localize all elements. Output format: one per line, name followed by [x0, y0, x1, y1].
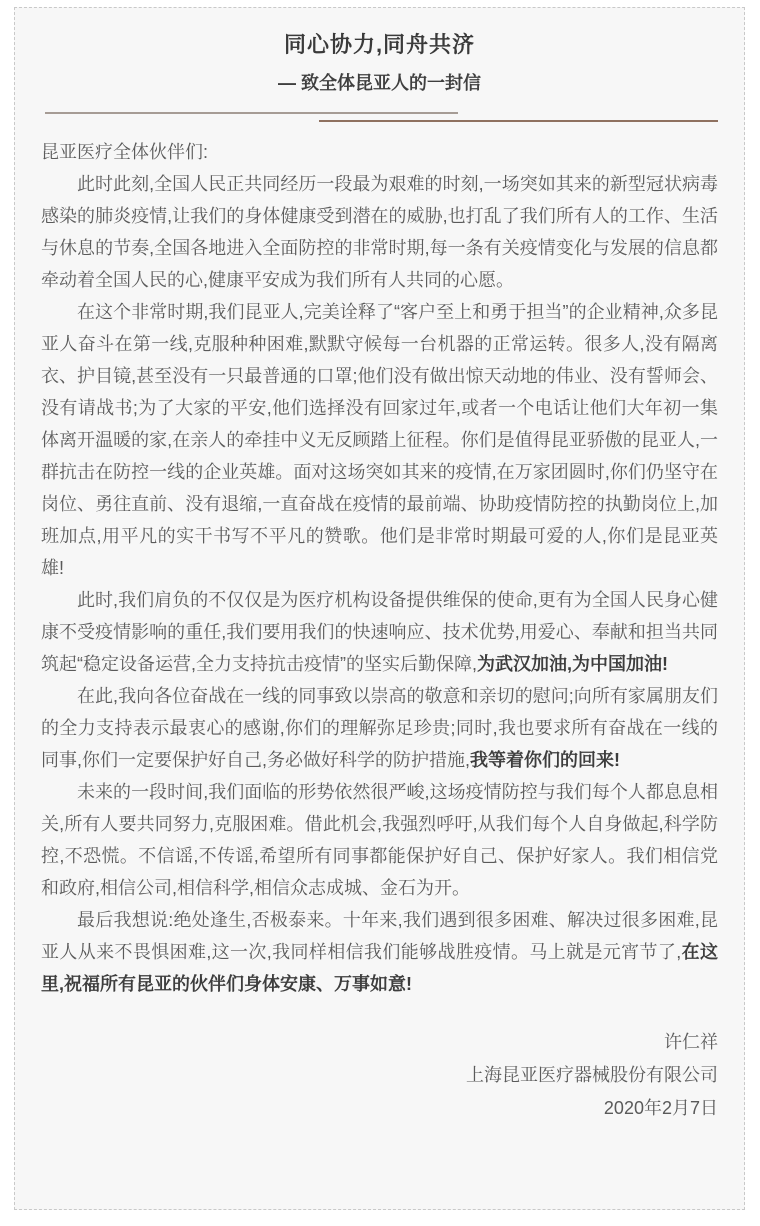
paragraph [41, 680, 718, 776]
letter-card [14, 7, 745, 1210]
paragraph [41, 776, 718, 904]
salutation: 昆亚医疗全体伙伴们: [41, 142, 209, 162]
signature-block [41, 1026, 718, 1125]
signatory-company: 上海昆亚医疗器械股份有限公司 [466, 1065, 718, 1085]
letter-body [41, 168, 718, 1000]
paragraph [41, 904, 718, 1000]
divider-line-left [45, 112, 458, 114]
divider-line-right [319, 120, 718, 122]
signatory-name: 许仁祥 [664, 1032, 718, 1052]
title-divider [41, 112, 718, 124]
paragraph [41, 296, 718, 584]
signature-date: 2020年2月7日 [603, 1098, 718, 1118]
paragraph-bold-segment: 我等着你们的回来! [470, 750, 621, 770]
paragraph [41, 168, 718, 296]
letter-title: 同心协力,同舟共济 [283, 32, 476, 57]
paragraph-bold-segment: 在这里,祝福所有昆亚的伙伴们身体安康、万事如意! [41, 942, 719, 994]
letter-subtitle: — 致全体昆亚人的一封信 [278, 73, 481, 93]
paragraph [41, 584, 718, 680]
paragraph-segment: 此时此刻,全国人民正共同经历一段最为艰难的时刻,一场突如其来的新型冠状病毒感染的肺炎疫情,让我们的身体健康受到潜在的威胁,也打乱了我们所有人的工作、生活与休息的节奏,全国各地进入全面防控的非常时期,每一条有关疫情变化与发展的信息都牵动着全国人民的心,健康平安成为我们所有人共同的心愿。 [41, 174, 718, 290]
paragraph-segment: 最后我想说:绝处逢生,否极泰来。十年来,我们遇到很多困难、解决过很多困难,昆亚人从来不畏惧困难,这一次,我同样相信我们能够战胜疫情。马上就是元宵节了, [41, 910, 718, 962]
paragraph-segment: 在此,我向各位奋战在一线的同事致以崇高的敬意和亲切的慰问;向所有家属朋友们的全力支持表示最衷心的感谢,你们的理解弥足珍贵;同时,我也要求所有奋战在一线的同事,你们一定要保护好自己,务必做好科学的防护措施, [41, 686, 718, 770]
paragraph-segment: 在这个非常时期,我们昆亚人,完美诠释了“客户至上和勇于担当”的企业精神,众多昆亚人奋斗在第一线,克服种种困难,默默守候每一台机器的正常运转。很多人,没有隔离衣、护目镜,甚至没有一只最普通的口罩;他们没有做出惊天动地的伟业、没有誓师会、没有请战书;为了大家的平安,他们选择没有回家过年,或者一个电话让他们大年初一集体离开温暖的家,在亲人的牵挂中义无反顾踏上征程。你们是值得昆亚骄傲的昆亚人,一群抗击在防控一线的企业英雄。面对这场突如其来的疫情,在万家团圆时,你们仍坚守在岗位、勇往直前、没有退缩,一直奋战在疫情的最前端、协助疫情防控的执勤岗位上,加班加点,用平凡的实干书写不平凡的赞歌。他们是非常时期最可爱的人,你们是昆亚英雄! [41, 302, 718, 578]
paragraph-bold-segment: 为武汉加油,为中国加油! [477, 654, 668, 674]
paragraph-segment: 未来的一段时间,我们面临的形势依然很严峻,这场疫情防控与我们每个人都息息相关,所有人要共同努力,克服困难。借此机会,我强烈呼吁,从我们每个人自身做起,科学防控,不恐慌。不信谣,不传谣,希望所有同事都能保护好自己、保护好家人。我们相信党和政府,相信公司,相信科学,相信众志成城、金石为开。 [41, 782, 718, 898]
paragraph-segment: 此时,我们肩负的不仅仅是为医疗机构设备提供维保的使命,更有为全国人民身心健康不受疫情影响的重任,我们要用我们的快速响应、技术优势,用爱心、奉献和担当共同筑起“稳定设备运营,全力支持抗击疫情”的坚实后勤保障, [41, 590, 718, 674]
